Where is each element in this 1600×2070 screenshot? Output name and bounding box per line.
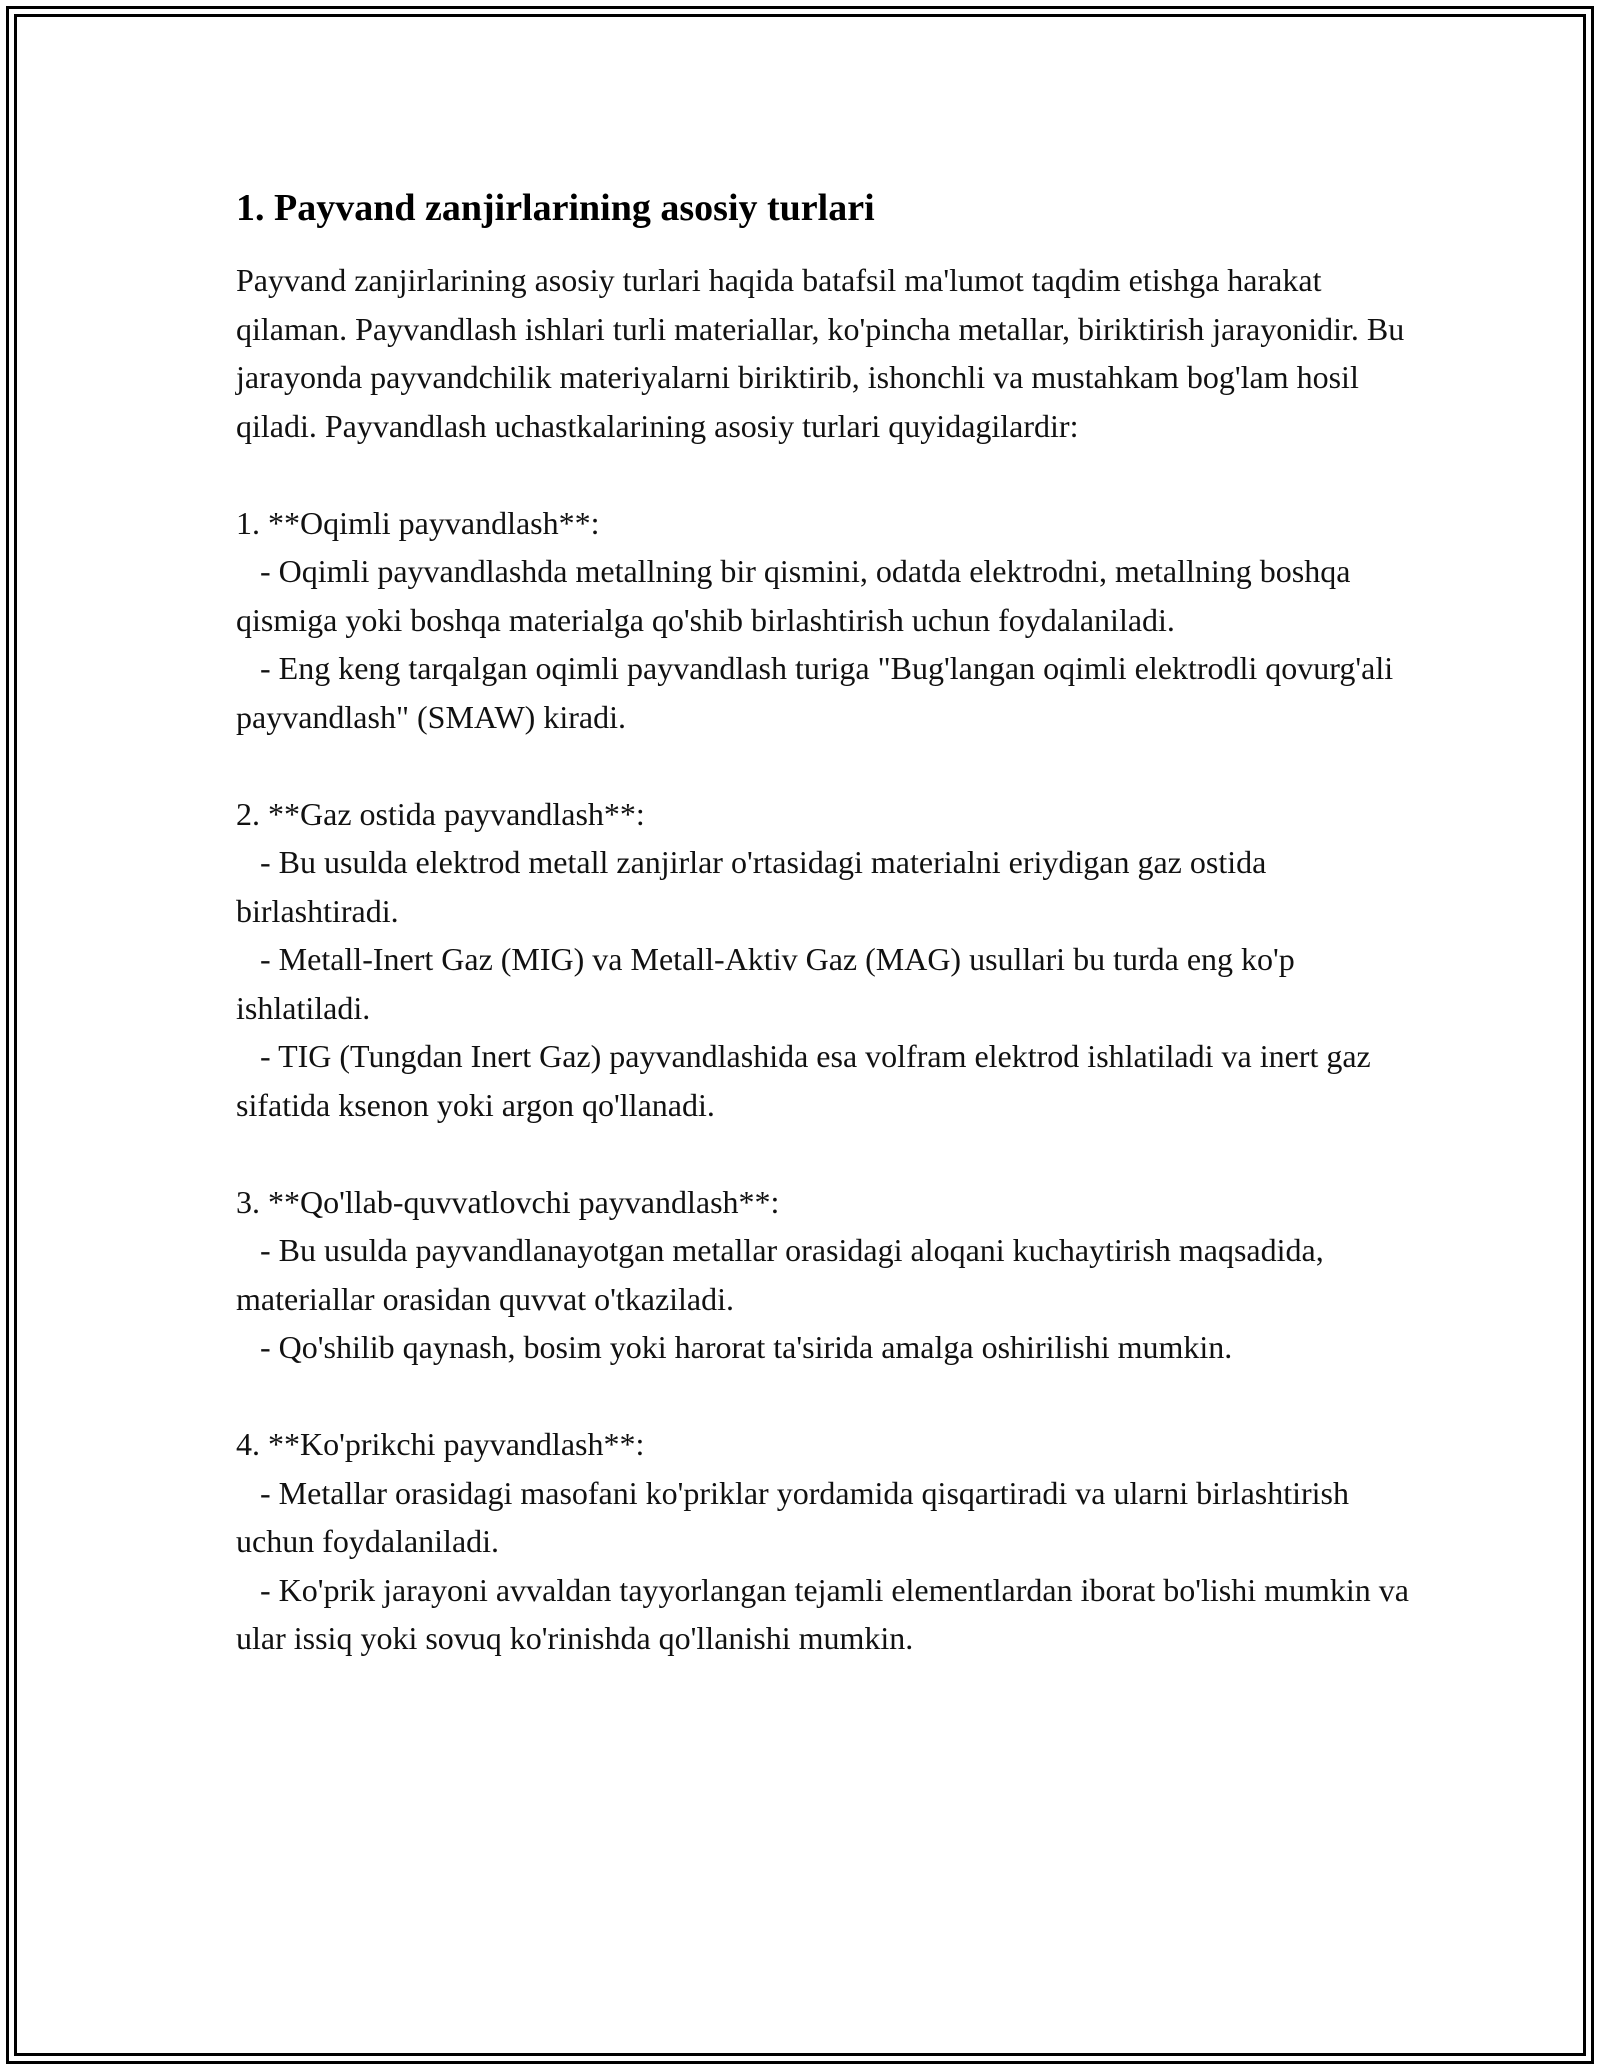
- section-heading: 4. **Ko'prikchi payvandlash**:: [236, 1426, 645, 1462]
- section-bullet: - Metall-Inert Gaz (MIG) va Metall-Aktiv Gaz (MAG) usullari bu turda eng ko'p ishlatiladi.: [236, 941, 1303, 1026]
- section-bullet: - Metallar orasidagi masofani ko'priklar yordamida qisqartiradi va ularni birlashtirish uchun foydalaniladi.: [236, 1474, 1357, 1559]
- section-heading: 2. **Gaz ostida payvandlash**:: [236, 795, 645, 832]
- document-body: [236, 180, 1416, 1663]
- section-bullet: - Eng keng tarqalgan oqimli payvandlash turiga "Bug'langan oqimli elektrodli qovurg'ali payvandlash" (SMAW) kiradi.: [236, 650, 1402, 735]
- section-bullet: - Bu usulda payvandlanayotgan metallar orasidagi aloqani kuchaytirish maqsadida, materiallar orasidan quvvat o'tkaziladi.: [236, 1232, 1332, 1317]
- section-koprikchi-payvandlash: [236, 1420, 1416, 1663]
- section-heading: 3. **Qo'llab-quvvatlovchi payvandlash**:: [236, 1183, 780, 1220]
- document-title: 1. Payvand zanjirlarining asosiy turlari: [236, 187, 875, 229]
- section-heading: 1. **Oqimli payvandlash**:: [236, 504, 600, 541]
- section-bullet: - Oqimli payvandlashda metallning bir qismini, odatda elektrodni, metallning boshqa qismiga yoki boshqa materialga qo'shib birlashtirish uchun foydalaniladi.: [236, 553, 1359, 638]
- section-bullet: - TIG (Tungdan Inert Gaz) payvandlashida esa volfram elektrod ishlatiladi va inert gaz sifatida ksenon yoki argon qo'llanadi.: [236, 1038, 1379, 1123]
- section-bullet: - Qo'shilib qaynash, bosim yoki harorat ta'sirida amalga oshirilishi mumkin.: [236, 1329, 1233, 1365]
- section-bullet: - Ko'prik jarayoni avvaldan tayyorlangan tejamli elementlardan iborat bo'lishi mumkin va ular issiq yoki sovuq ko'rinishda qo'llanishi mumkin.: [236, 1571, 1417, 1656]
- section-oqimli-payvandlash: [236, 499, 1416, 742]
- section-gaz-ostida-payvandlash: [236, 790, 1416, 1130]
- section-quvvatlovchi-payvandlash: [236, 1178, 1416, 1372]
- section-bullet: - Bu usulda elektrod metall zanjirlar o'rtasidagi materialni eriydigan gaz ostida birlashtiradi.: [236, 844, 1275, 929]
- intro-paragraph: Payvand zanjirlarining asosiy turlari haqida batafsil ma'lumot taqdim etishga harakat qilaman. Payvandlash ishlari turli materiallar, ko'pincha metallar, biriktirish jarayonidir. Bu jarayonda payvandchilik materiyalarni biriktirib, ishonchli va mustahkam bog'lam hosil qiladi. Payvandlash uchastkalarining asosiy turlari quyidagilardir:: [236, 262, 1405, 444]
